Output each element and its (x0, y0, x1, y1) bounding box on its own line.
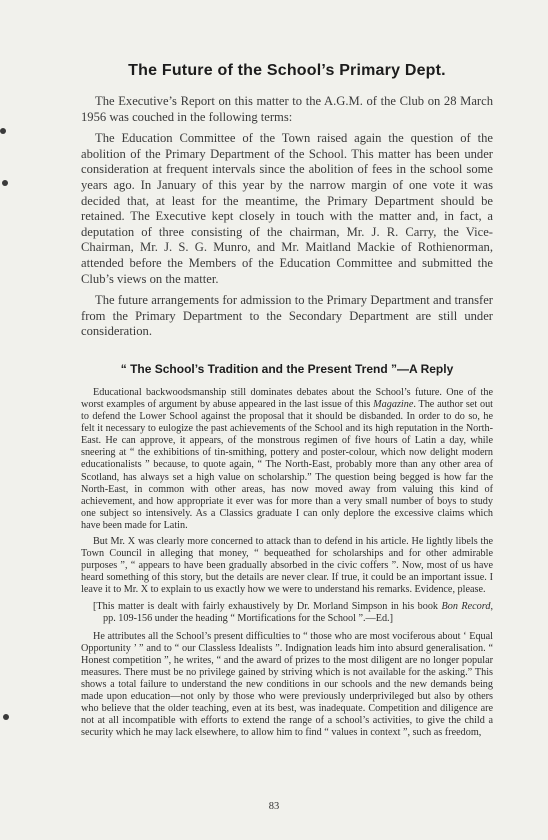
reply-paragraph: He attributes all the School’s present difficulties to “ those who are most vociferous about ‘ Equal Opportunity ’ ” and to “ our Classless Idealists ”. Indignation leads him into absurd generalisation. “ Honest competition ”, he writes, “ and the award of prizes to the most diligent are no longer popular measures. There must be no privilege gained by striving which is not available for the asking.” This shows a total failure to understand the new conditions in our schools and the new demands being made upon education—not only by those who were previously underprivileged but also by others who believe that the older teaching, even at its best, was inadequate. Competition and diligence are not at all incompatible with efforts to extend the range of a school’s activities, to give the child a security which he may lack elsewhere, to allow him to find “ values in context ”, such as freedom, (81, 630, 493, 739)
note-text: [This matter is dealt with fairly exhaustively by Dr. Morland Simpson in his book (93, 600, 442, 612)
article-title: The Future of the School’s Primary Dept. (128, 62, 446, 79)
binding-hole (3, 714, 9, 720)
reply-paragraph (81, 387, 493, 532)
article-paragraph: The future arrangements for admission to the Primary Department and transfer from the Primary Department to the Secondary Department are still under consideration. (81, 293, 493, 339)
binding-hole (0, 128, 6, 134)
editor-note (81, 601, 493, 625)
article-body (81, 94, 493, 340)
magazine-title: Magazine (373, 399, 414, 410)
reply-body (81, 387, 493, 740)
page-content (81, 62, 493, 744)
reply-text: . The author set out to defend the Lower School against the proposal that it should be disbanded. In order to do so, he felt it necessary to eulogize the past achievements of the School and its high reputation in the North-East. He can approve, it appears, of the monstrous regimen of five hours of Latin a day, while sneering at “ the exhibitions of tin-smithing, pottery and poster-colour, which now delight modern educationalists ” because, to quote again, “ The North-East, probably more than any other area of Scotland, has always set a high value on scholarship.” The question being begged is how far the North-East, in common with other areas, has now moved away from valuing this kind of achievement, and how appropriate it ever was for more than a very small number of boys to study one subject so intensively. As a Classics graduate I can only deplore the excessive claims which have been made for Latin. (81, 399, 494, 531)
article-paragraph: The Executive’s Report on this matter to the A.G.M. of the Club on 28 March 1956 was couched in the following terms: (81, 94, 493, 124)
article-paragraph: The Education Committee of the Town raised again the question of the abolition of the Primary Department of the School. This matter has been under consideration at frequent intervals since the abolition of fees in the school some years ago. In January of this year by the narrow margin of one vote it was decided that, at least for the meantime, the Primary Department should be retained. The Executive kept closely in touch with the matter and, in fact, a deputation of three consisting of the chairman, Mr. J. R. Carry, the Vice-Chairman, Mr. J. S. G. Munro, and Mr. Maitland Mackie of Rothienorman, attended before the Members of the Education Committee and submitted the Club’s views on the matter. (81, 131, 493, 286)
note-text: , pp. 109-156 under the heading “ Mortifications for the School ”.—Ed.] (103, 600, 494, 624)
reply-text: Educational backwoodsmanship still dominates debates about the School’s future. One of the worst examples of argument by abuse appeared in the last issue of this (81, 386, 493, 410)
reply-title: “ The School’s Tradition and the Present Trend ”—A Reply (120, 361, 454, 376)
page-number: 83 (268, 801, 280, 812)
binding-hole (2, 180, 8, 186)
book-title: Bon Record (441, 600, 491, 612)
reply-paragraph: But Mr. X was clearly more concerned to attack than to defend in his article. He lightly libels the Town Council in alleging that money, “ bequeathed for scholarships and for other admirable purposes ”, “ appears to have been gradually absorbed in the civic coffers ”. Now, most of us have heard something of this story, but the details are never clear. If true, it could be an important issue. I leave it to Mr. X to explain to us exactly how we were to understand his remarks. Evidence, please. (81, 536, 493, 596)
